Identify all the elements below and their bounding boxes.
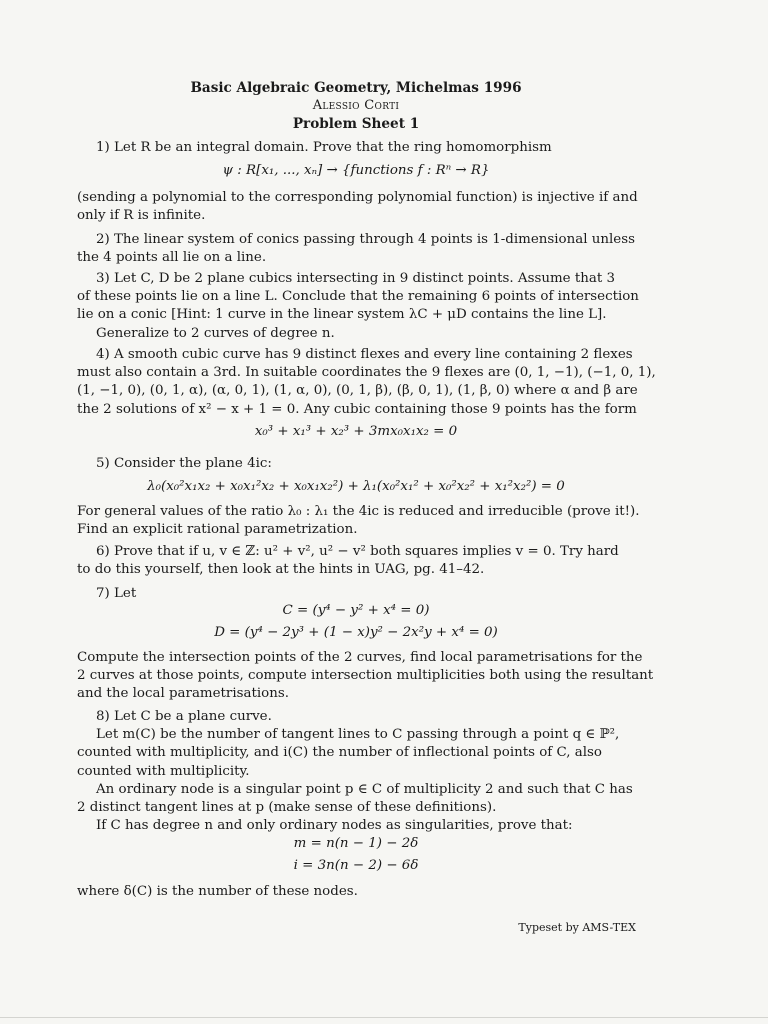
problem-7-line-2: Compute the intersection points of the 2 curves, find local parametrisations for the [77, 650, 643, 665]
problem-8-line-7: If C has degree n and only ordinary nodes as singularities, prove that: [96, 818, 573, 834]
problem-6-line-2: to do this yourself, then look at the hints in UAG, pg. 41–42. [77, 562, 485, 578]
problem-4-line-3: (1, −1, 0), (0, 1, α), (α, 0, 1), (1, α, 0), (0, 1, β), (β, 0, 1), (1, β, 0) where α and β are [77, 383, 638, 399]
problem-5-equation: λ₀(x₀²x₁x₂ + x₀x₁²x₂ + x₀x₁x₂²) + λ₁(x₀²x₁² + x₀²x₂² + x₁²x₂²) = 0 [147, 479, 565, 494]
problem-2-text [77, 231, 635, 267]
problem-6-text [77, 543, 635, 579]
problem-8-equation-m: m = n(n − 1) − 2δ [293, 836, 419, 851]
typeset-footer: Typeset by AMS-TEX [518, 921, 636, 934]
page-edge-divider [0, 1017, 768, 1018]
problem-8-line-6: 2 distinct tangent lines at p (make sense of these definitions). [77, 800, 497, 816]
problem-1-equation: ψ : R[x₁, ..., xₙ] → {functions f : Rⁿ → R} [222, 163, 490, 178]
problem-8-text [77, 708, 635, 835]
problem-1-line-2: (sending a polynomial to the corresponding polynomial function) is injective if and [77, 190, 638, 205]
problem-4-line-1: 4) A smooth cubic curve has 9 distinct flexes and every line containing 2 flexes [96, 347, 633, 362]
problem-4-line-2: must also contain a 3rd. In suitable coordinates the 9 flexes are (0, 1, −1), (−1, 0, 1), [77, 365, 656, 381]
problem-8-equation-i: i = 3n(n − 2) − 6δ [293, 858, 419, 873]
problem-5-text [77, 503, 640, 539]
problem-7-line-4: and the local parametrisations. [77, 686, 289, 702]
problem-2-line-1: 2) The linear system of conics passing through 4 points is 1-dimensional unless [96, 232, 635, 247]
problem-1-line-3: only if R is infinite. [77, 208, 206, 224]
problem-5-line-2: For general values of the ratio λ₀ : λ₁ the 4ic is reduced and irreducible (prove it!). [77, 504, 640, 519]
problem-3-line-4: Generalize to 2 curves of degree n. [96, 325, 335, 341]
problem-3-text [77, 270, 639, 343]
problem-3-line-1: 3) Let C, D be 2 plane cubics intersecting in 9 distinct points. Assume that 3 [96, 271, 615, 286]
author-name: Alessio Corti [312, 98, 400, 113]
problem-7-equation-d: D = (y⁴ − 2y³ + (1 − x)y² − 2x²y + x⁴ = 0) [214, 625, 498, 640]
problem-1-text [77, 189, 638, 225]
problem-2-line-2: the 4 points all lie on a line. [77, 250, 267, 266]
problem-7-line-3: 2 curves at those points, compute intersection multiplicities both using the resultant [77, 668, 654, 684]
problem-7-line-1: 7) Let [96, 586, 137, 601]
problem-7-equation-c: C = (y⁴ − y² + x⁴ = 0) [282, 603, 430, 618]
problem-4-line-4: the 2 solutions of x² − x + 1 = 0. Any cubic containing those 9 points has the form [77, 401, 637, 417]
problem-7-text [77, 649, 654, 704]
problem-3-line-2: of these points lie on a line L. Conclude that the remaining 6 points of intersection [77, 289, 639, 305]
problem-3-line-3: lie on a conic [Hint: 1 curve in the linear system λC + μD contains the line L]. [77, 307, 607, 323]
problem-8-line-4: counted with multiplicity. [77, 763, 250, 779]
sheet-title: Problem Sheet 1 [292, 116, 420, 132]
problem-5-line-1: 5) Consider the plane 4ic: [96, 456, 272, 471]
problem-4-equation: x₀³ + x₁³ + x₂³ + 3mx₀x₁x₂ = 0 [254, 424, 458, 439]
problem-5-line-3: Find an explicit rational parametrization. [77, 522, 358, 538]
problem-8-line-2: Let m(C) be the number of tangent lines to C passing through a point q ∈ ℙ², [96, 727, 620, 743]
problem-1-line-1: 1) Let R be an integral domain. Prove that the ring homomorphism [96, 140, 552, 155]
problem-8-line-3: counted with multiplicity, and i(C) the number of inflectional points of C, also [77, 745, 602, 761]
problem-4-text [77, 346, 656, 419]
document-title: Basic Algebraic Geometry, Michelmas 1996 [190, 80, 522, 96]
problem-8-line-8: where δ(C) is the number of these nodes. [77, 884, 358, 899]
problem-8-line-5: An ordinary node is a singular point p ∈ C of multiplicity 2 and such that C has [96, 781, 633, 797]
problem-8-line-1: 8) Let C be a plane curve. [96, 709, 272, 724]
problem-6-line-1: 6) Prove that if u, v ∈ ℤ: u² + v², u² − v² both squares implies v = 0. Try hard [96, 544, 619, 559]
